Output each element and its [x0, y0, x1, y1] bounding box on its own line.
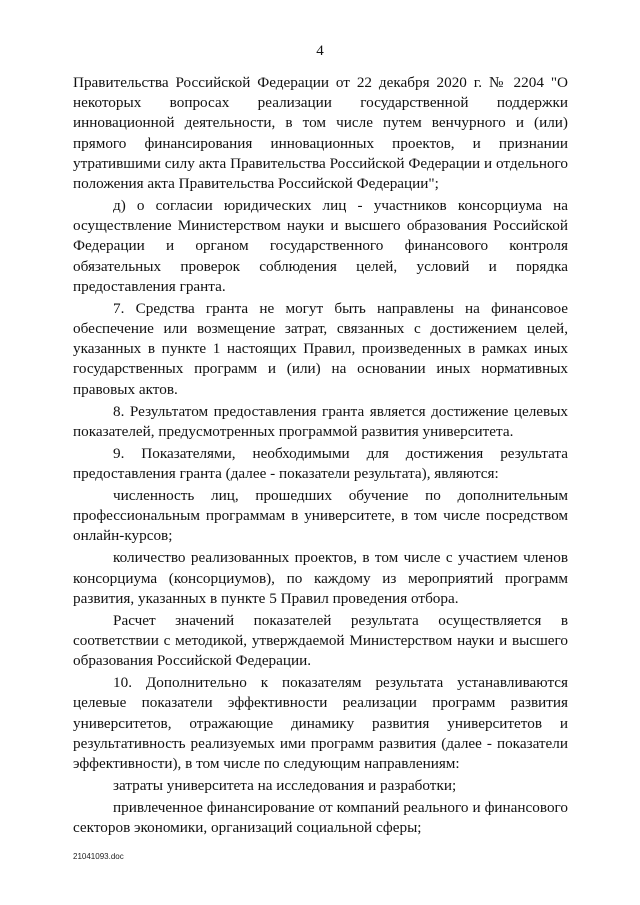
document-body	[73, 73, 568, 840]
paragraph-9-indicator-2: количество реализованных проектов, в том числе с участием членов консорциума (консорциумов), по каждому из мероприятий программ развития, указанных в пункте 5 Правил проведения отбора.	[73, 549, 568, 607]
paragraph-10-direction-2: привлеченное финансирование от компаний реального и финансового секторов экономики, организаций социальной сферы;	[73, 799, 568, 837]
paragraph-8: 8. Результатом предоставления гранта является достижение целевых показателей, предусмотренных программой развития университета.	[73, 402, 568, 440]
paragraph-10-direction-1: затраты университета на исследования и разработки;	[113, 777, 457, 795]
paragraph-9: 9. Показателями, необходимыми для достижения результата предоставления гранта (далее - показатели результата), являются:	[73, 444, 568, 483]
footer-filename: 21041093.doc	[73, 852, 124, 861]
paragraph-item-d: д) о согласии юридических лиц - участников консорциума на осуществление Министерством науки и высшего образования Российской Федерации и органом государственного финансового контроля обязательных проверок соблюдения целей, условий и порядка предоставления гранта.	[73, 197, 568, 295]
page-number: 4	[316, 43, 324, 59]
paragraph-calculation: Расчет значений показателей результата осуществляется в соответствии с методикой, утверждаемой Министерством науки и высшего образования Российской Федерации.	[73, 611, 568, 670]
paragraph-10: 10. Дополнительно к показателям результата устанавливаются целевые показатели эффективности реализации программ развития университетов, отражающие динамику развития университетов и результативность реализуемых ими программ развития (далее - показатели эффективности), в том числе по следующим направлениям:	[73, 674, 568, 773]
paragraph-continuation: Правительства Российской Федерации от 22 декабря 2020 г. № 2204 "О некоторых вопросах реализации государственной поддержки инновационной деятельности, в том числе путем венчурного и (или) прямого финансирования инновационных проектов, и признании утратившими силу акта Правительства Российской Федерации и отдельного положения акта Правительства Российской Федерации";	[73, 74, 568, 193]
paragraph-7: 7. Средства гранта не могут быть направлены на финансовое обеспечение или возмещение затрат, связанных с достижением целей, указанных в пункте 1 настоящих Правил, произведенных в рамках иных государственных программ и (или) на основании иных нормативных правовых актов.	[73, 299, 568, 398]
paragraph-9-indicator-1: численность лиц, прошедших обучение по дополнительным профессиональным программам в университете, в том числе посредством онлайн-курсов;	[73, 487, 568, 545]
